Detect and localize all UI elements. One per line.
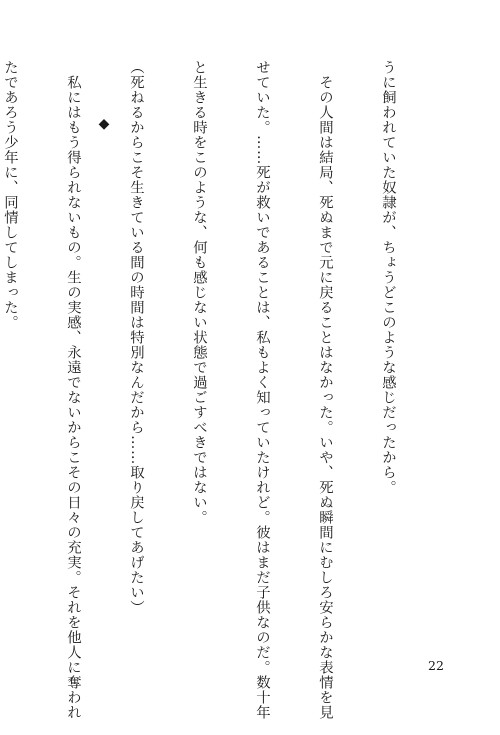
text-line: その人間は結局、死ぬまで元に戻ることはなかった。いや、死ぬ瞬間にむしろ安らかな表情を見 bbox=[317, 60, 333, 720]
scene-break-diamond-icon: ◆ bbox=[98, 116, 110, 132]
text-line: せていた。……死が救いであることは、私もよく知っていたけれど。彼はまだ子供なのだ。数十年 bbox=[254, 60, 270, 720]
text-line: うに飼われていた奴隷が、ちょうどこのような感じだったから。 bbox=[380, 60, 396, 495]
page-number: 22 bbox=[428, 658, 444, 673]
text-line: と生きる時をこのような、何も感じない状態で過ごすべきではない。 bbox=[191, 60, 207, 525]
text-line: （死ねるからこそ生きている間の時間は特別なんだから……取り戻してあげたい） bbox=[128, 60, 144, 615]
text-line: たであろう少年に、同情してしまった。 bbox=[2, 60, 18, 330]
text-line: 私にはもう得られないもの。生の実感、永遠でないからこその日々の充実。それを他人に奪われ bbox=[65, 60, 81, 720]
